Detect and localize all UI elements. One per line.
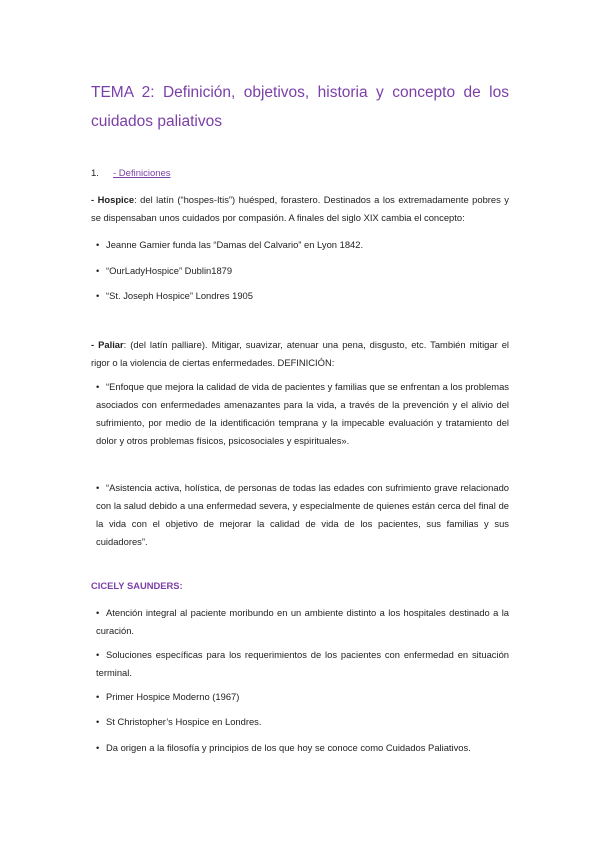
paliar-term: - Paliar: [91, 339, 124, 350]
paliar-text: : (del latín palliare). Mitigar, suavizar, atenuar una pena, disgusto, etc. También mitigar el rigor o la violencia de ciertas enfermedades. DEFINICIÓN:: [91, 339, 509, 368]
list-item: [96, 604, 509, 640]
list-item: [96, 713, 509, 731]
list-item: [96, 378, 509, 450]
list-item: [96, 739, 509, 757]
title-line-2: cuidados paliativos: [91, 113, 222, 130]
paliar-paragraph: [91, 336, 509, 372]
bullet-icon: •: [96, 742, 100, 753]
list-item-text: “Asistencia activa, holística, de personas de todas las edades con sufrimiento grave relacionado con la salud debido a una enfermedad severa, y especialmente de quienes están cerca del final de la vida con el objetivo de mejorar la calidad de vida de los pacientes, sus familias y sus cuidadores”.: [96, 482, 509, 547]
list-item-text: St Christopher’s Hospice en Londres.: [106, 716, 262, 727]
section-number: 1.: [91, 168, 99, 179]
saunders-heading: CICELY SAUNDERS:: [91, 580, 183, 591]
hospice-text: : del latín (“hospes-Itis”) huésped, forastero. Destinados a los extremadamente pobres y se dispensaban unos cuidados por compasión. A finales del siglo XIX cambia el concepto:: [91, 194, 509, 223]
bullet-icon: •: [96, 649, 100, 660]
list-item: [96, 236, 509, 254]
hospice-paragraph: [91, 191, 509, 227]
list-item: [96, 646, 509, 682]
list-item-text: “St. Joseph Hospice” Londres 1905: [106, 290, 253, 301]
list-item-text: Atención integral al paciente moribundo en un ambiente distinto a los hospitales destinado a la curación.: [96, 607, 509, 636]
list-item-text: Soluciones específicas para los requerimientos de los pacientes con enfermedad en situación terminal.: [96, 649, 509, 678]
list-item: [96, 262, 509, 280]
bullet-icon: •: [96, 482, 100, 493]
list-item-text: Da origen a la filosofía y principios de los que hoy se conoce como Cuidados Paliativos.: [106, 742, 471, 753]
title-line-1: TEMA 2: Definición, objetivos, historia y concepto de los: [91, 84, 509, 101]
bullet-icon: •: [96, 265, 100, 276]
list-item: [96, 479, 509, 551]
document-title: [91, 78, 509, 136]
bullet-icon: •: [96, 381, 100, 392]
list-item-text: “OurLadyHospice” Dublin1879: [106, 265, 233, 276]
list-item-text: Jeanne Gamier funda las “Damas del Calvario” en Lyon 1842.: [106, 239, 364, 250]
list-item: [96, 688, 509, 706]
bullet-icon: •: [96, 290, 100, 301]
section-heading: [91, 168, 171, 179]
section-link-definiciones[interactable]: - Definiciones: [113, 168, 171, 179]
hospice-term: - Hospice: [91, 194, 135, 205]
bullet-icon: •: [96, 691, 100, 702]
list-item-text: Primer Hospice Moderno (1967): [106, 691, 240, 702]
bullet-icon: •: [96, 239, 100, 250]
bullet-icon: •: [96, 716, 100, 727]
bullet-icon: •: [96, 607, 100, 618]
list-item: [96, 287, 509, 305]
list-item-text: “Enfoque que mejora la calidad de vida de pacientes y familias que se enfrentan a los problemas asociados con enfermedades amenazantes para la vida, a través de la prevención y el alivio del sufrimiento, por medio de la identificación temprana y la impecable evaluación y tratamiento del dolor y otros problemas físicos, psicosociales y espirituales».: [96, 381, 509, 446]
